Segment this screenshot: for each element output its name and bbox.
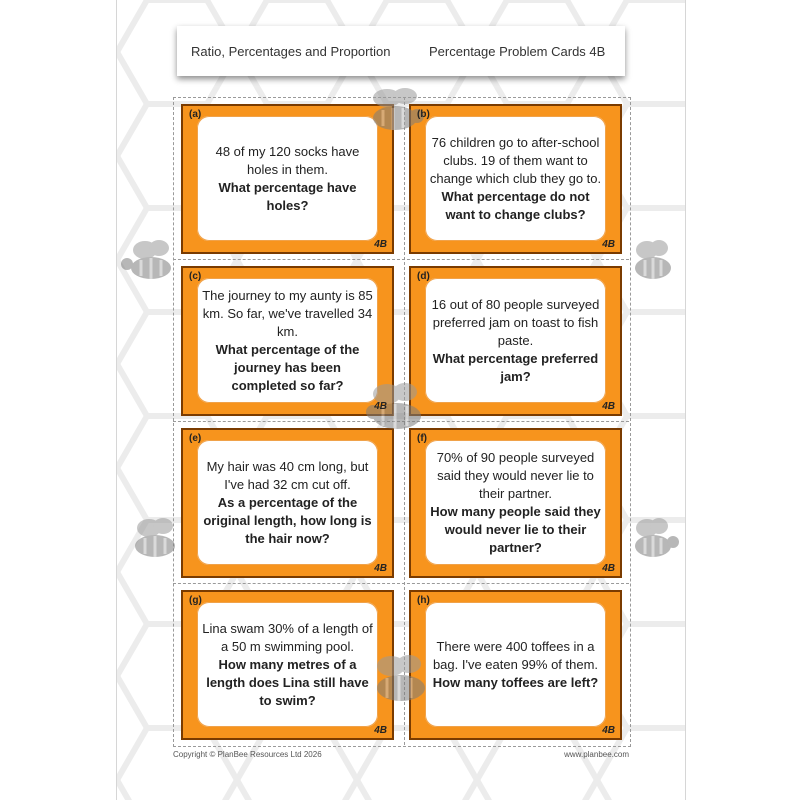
card-question: How many people said they would never lie to their partner? bbox=[430, 503, 601, 555]
card-statement: 48 of my 120 socks have holes in them. bbox=[215, 143, 360, 177]
card-letter: (b) bbox=[417, 109, 430, 120]
problem-card-b bbox=[409, 104, 622, 254]
bee-icon bbox=[353, 378, 443, 438]
cards-title: Percentage Problem Cards 4B bbox=[429, 44, 606, 59]
card-letter: (g) bbox=[189, 595, 202, 606]
card-statement: My hair was 40 cm long, but I've had 32 cm cut off. bbox=[206, 458, 369, 492]
card-question: What percentage preferred jam? bbox=[432, 350, 599, 384]
card-text bbox=[429, 116, 602, 241]
card-letter: (c) bbox=[189, 271, 202, 282]
worksheet-page bbox=[116, 0, 686, 800]
bee-icon bbox=[117, 236, 187, 286]
copyright-text: Copyright © PlanBee Resources Ltd 2026 bbox=[173, 750, 322, 759]
card-text bbox=[429, 278, 602, 403]
card-tag: 4B bbox=[374, 401, 387, 412]
card-body bbox=[425, 440, 606, 565]
card-question: How many metres of a length does Lina still have to swim? bbox=[206, 656, 369, 708]
card-statement: There were 400 toffees in a bag. I've eaten 99% of them. bbox=[432, 638, 599, 672]
problem-card-e bbox=[181, 428, 394, 578]
topic-title: Ratio, Percentages and Proportion bbox=[191, 44, 391, 59]
card-text bbox=[201, 602, 374, 727]
card-body bbox=[197, 116, 378, 241]
card-body bbox=[197, 602, 378, 727]
page-header bbox=[177, 26, 625, 76]
card-text bbox=[201, 116, 374, 241]
card-tag: 4B bbox=[374, 563, 387, 574]
card-tag: 4B bbox=[602, 725, 615, 736]
card-body bbox=[425, 278, 606, 403]
card-statement: The journey to my aunty is 85 km. So far, we've travelled 34 km. bbox=[202, 287, 373, 339]
card-letter: (a) bbox=[189, 109, 202, 120]
card-text bbox=[429, 602, 602, 727]
bee-icon bbox=[119, 514, 189, 564]
cut-line-horizontal bbox=[173, 583, 629, 584]
card-text bbox=[201, 278, 374, 403]
card-statement: Lina swam 30% of a length of a 50 m swimming pool. bbox=[202, 620, 373, 654]
cut-line-horizontal bbox=[173, 259, 629, 260]
card-tag: 4B bbox=[374, 239, 387, 250]
card-text bbox=[201, 440, 374, 565]
card-letter: (h) bbox=[417, 595, 430, 606]
card-letter: (d) bbox=[417, 271, 430, 282]
card-statement: 70% of 90 people surveyed said they would never lie to their partner. bbox=[436, 449, 595, 501]
card-tag: 4B bbox=[602, 401, 615, 412]
card-question: What percentage of the journey has been completed so far? bbox=[215, 341, 360, 393]
card-body bbox=[197, 278, 378, 403]
card-question: What percentage have holes? bbox=[218, 179, 357, 213]
problem-card-f bbox=[409, 428, 622, 578]
card-body bbox=[197, 440, 378, 565]
card-question: How many toffees are left? bbox=[432, 674, 599, 690]
card-tag: 4B bbox=[374, 725, 387, 736]
card-body bbox=[425, 116, 606, 241]
card-question: As a percentage of the original length, how long is the hair now? bbox=[203, 494, 372, 546]
card-letter: (f) bbox=[417, 433, 427, 444]
card-tag: 4B bbox=[602, 239, 615, 250]
card-statement: 16 out of 80 people surveyed preferred jam on toast to fish paste. bbox=[431, 296, 600, 348]
card-question: What percentage do not want to change clubs? bbox=[441, 188, 590, 222]
card-statement: 76 children go to after-school clubs. 19 of them want to change which club they go to. bbox=[429, 134, 602, 186]
bee-icon bbox=[357, 650, 447, 710]
card-text bbox=[429, 440, 602, 565]
card-letter: (e) bbox=[189, 433, 202, 444]
website-text: www.planbee.com bbox=[564, 750, 629, 759]
card-tag: 4B bbox=[602, 563, 615, 574]
bee-icon bbox=[623, 236, 683, 286]
bee-icon bbox=[623, 514, 683, 564]
card-body bbox=[425, 602, 606, 727]
